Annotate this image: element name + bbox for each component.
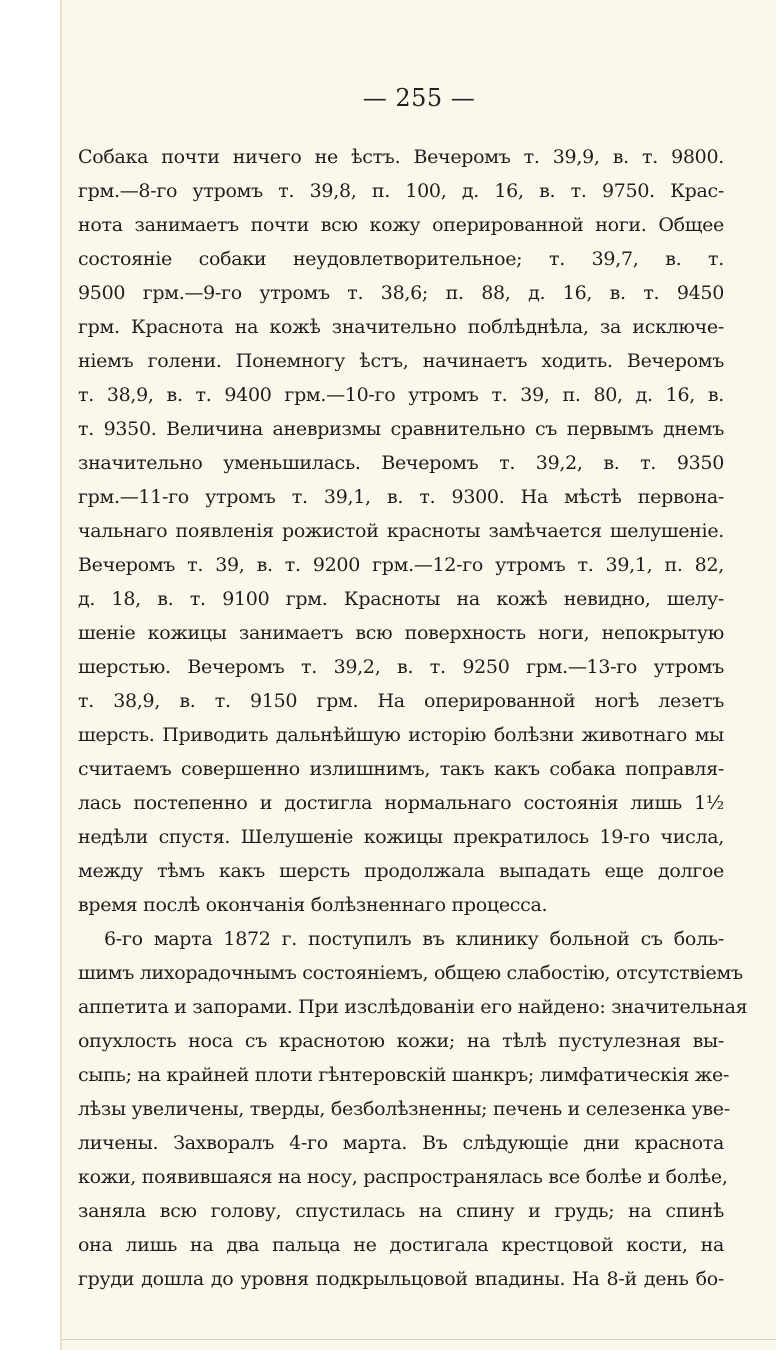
text-line: нота занимаетъ почти всю кожу оперированной ноги. Общее	[78, 214, 724, 236]
text-line: значительно уменьшилась. Вечеромъ т. 39,2, в. т. 9350	[78, 452, 724, 474]
text-line: она лишь на два пальца не достигала крестцовой кости, на	[78, 1234, 724, 1256]
text-line: ніемъ голени. Понемногу ѣстъ, начинаетъ ходить. Вечеромъ	[78, 350, 724, 372]
text-line: считаемъ совершенно излишнимъ, такъ какъ собака поправля-	[78, 758, 724, 780]
page-number: — 255 —	[362, 84, 476, 112]
text-line: опухлость носа съ краснотою кожи; на тѣлѣ пустулезная вы-	[78, 1030, 724, 1052]
text-line: грм.—8-го утромъ т. 39,8, п. 100, д. 16, в. т. 9750. Крас-	[78, 180, 724, 202]
book-page	[60, 0, 776, 1350]
text-line: недѣли спустя. Шелушеніе кожицы прекратилось 19-го числа,	[78, 826, 724, 848]
text-line: т. 38,9, в. т. 9150 грм. На оперированной ногѣ лезетъ	[78, 690, 724, 712]
paragraph-first-line: 6-го марта 1872 г. поступилъ въ клинику больной съ боль-	[104, 928, 724, 950]
paragraph-last-line: время послѣ окончанія болѣзненнаго процесса.	[78, 894, 548, 916]
text-line: д. 18, в. т. 9100 грм. Красноты на кожѣ невидно, шелу-	[78, 588, 724, 610]
text-line: кожи, появившаяся на носу, распространялась все болѣе и болѣе,	[78, 1166, 728, 1188]
text-line: аппетита и запорами. При изслѣдованіи его найдено: значительная	[78, 996, 748, 1018]
page-bottom-edge	[62, 1339, 776, 1340]
text-line: груди дошла до уровня подкрыльцовой впадины. На 8-й день бо-	[78, 1268, 724, 1290]
text-line: личены. Захворалъ 4-го марта. Въ слѣдующіе дни краснота	[78, 1132, 724, 1154]
text-line: чальнаго появленія рожистой красноты замѣчается шелушеніе.	[78, 520, 724, 542]
text-line: 9500 грм.—9-го утромъ т. 38,6; п. 88, д. 16, в. т. 9450	[78, 282, 724, 304]
text-line: шерсть. Приводить дальнѣйшую исторію болѣзни животнаго мы	[78, 724, 724, 746]
text-line: сыпь; на крайней плоти гѣнтеровскій шанкръ; лимфатическія же-	[78, 1064, 730, 1086]
text-line: лась постепенно и достигла нормальнаго состоянія лишь 1½	[78, 792, 724, 814]
text-line: шерстью. Вечеромъ т. 39,2, в. т. 9250 грм.—13-го утромъ	[78, 656, 724, 678]
text-line: т. 38,9, в. т. 9400 грм.—10-го утромъ т. 39, п. 80, д. 16, в.	[78, 384, 724, 406]
text-line: Вечеромъ т. 39, в. т. 9200 грм.—12-го утромъ т. 39,1, п. 82,	[78, 554, 724, 576]
text-line: лѣзы увеличены, тверды, безболѣзненны; печень и селезенка уве-	[78, 1098, 730, 1120]
text-line: между тѣмъ какъ шерсть продолжала выпадать еще долгое	[78, 860, 724, 882]
text-line: грм. Краснота на кожѣ значительно поблѣднѣла, за исключе-	[78, 316, 724, 338]
text-line: т. 9350. Величина аневризмы сравнительно съ первымъ днемъ	[78, 418, 724, 440]
text-line: состояніе собаки неудовлетворительное; т. 39,7, в. т.	[78, 248, 724, 270]
body-text	[78, 140, 748, 1296]
text-line: шеніе кожицы занимаетъ всю поверхность ноги, непокрытую	[78, 622, 724, 644]
text-line: грм.—11-го утромъ т. 39,1, в. т. 9300. На мѣстѣ первона-	[78, 486, 724, 508]
text-line: шимъ лихорадочнымъ состояніемъ, общею слабостію, отсутствіемъ	[78, 962, 743, 984]
text-line: заняла всю голову, спустилась на спину и грудь; на спинѣ	[78, 1200, 724, 1222]
text-line: Собака почти ничего не ѣстъ. Вечеромъ т. 39,9, в. т. 9800.	[78, 146, 724, 168]
